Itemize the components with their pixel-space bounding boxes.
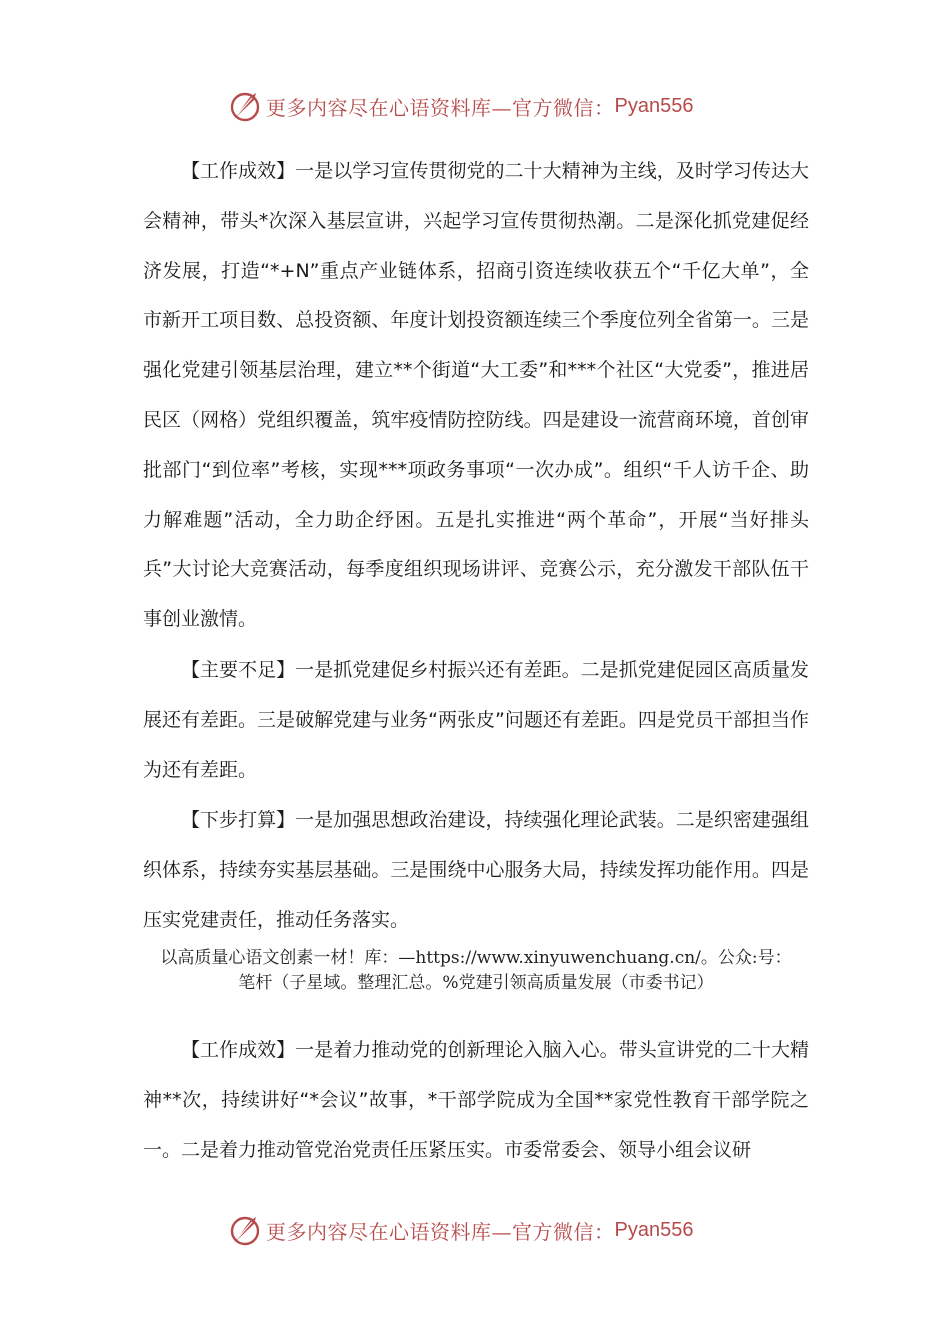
banner-text: 更多内容尽在心语资料库—官方微信：: [266, 1219, 615, 1244]
quill-pen-circle-icon: [228, 89, 262, 123]
watermark-line-1: 以高质量心语文创素一材！库：—https://www.xinyuwenchuang.cn/。公众:号：: [160, 948, 792, 968]
banner-text: 更多内容尽在心语资料库—官方微信：: [266, 95, 615, 120]
footer-banner: [228, 1210, 748, 1250]
quill-pen-circle-icon: [228, 1213, 262, 1247]
watermark-text: [143, 946, 809, 996]
wechat-id: Pyan556: [614, 94, 694, 117]
watermark-line-2: 笔杆（子星域。整理汇总。%党建引领高质量发展（市委书记）: [238, 973, 714, 993]
paragraph-shortcomings: 【主要不足】一是抓党建促乡村振兴还有差距。二是抓党建促园区高质量发展还有差距。三是破解党建与业务“两张皮”问题还有差距。四是党员干部担当作为还有差距。: [143, 659, 809, 781]
wechat-id: Pyan556: [614, 1218, 694, 1241]
paragraph-work-results-2: 【工作成效】一是着力推动党的创新理论入脑入心。带头宣讲党的二十大精神**次，持续讲好“*会议”故事，*干部学院成为全国**家党性教育干部学院之一。二是着力推动管党治党责任压紧压实。市委常委会、领导小组会议研: [143, 1039, 809, 1161]
paragraph-work-results: 【工作成效】一是以学习宣传贯彻党的二十大精神为主线，及时学习传达大会精神，带头*次深入基层宣讲，兴起学习宣传贯彻热潮。二是深化抓党建促经济发展，打造“*+N”重点产业链体系，招商引资连续收获五个“千亿大单”，全市新开工项目数、总投资额、年度计划投资额连续三个季度位列全省第一。三是强化党建引领基层治理，建立**个街道“大工委”和***个社区“大党委”，推进居民区（网格）党组织覆盖，筑牢疫情防控防线。四是建设一流营商环境，首创审批部门“到位率”考核，实现***项政务事项“一次办成”。组织“千人访千企、助力解难题”活动，全力助企纾困。五是扎实推进“两个革命”，开展“当好排头兵”大讨论大竞赛活动，每季度组织现场讲评、竞赛公示，充分激发干部队伍干事创业激情。: [143, 160, 809, 631]
paragraph-next-plans: 【下步打算】一是加强思想政治建设，持续强化理论武装。二是织密建强组织体系，持续夯实基层基础。三是围绕中心服务大局，持续发挥功能作用。四是压实党建责任，推动任务落实。: [143, 809, 809, 931]
header-banner: [228, 86, 748, 126]
